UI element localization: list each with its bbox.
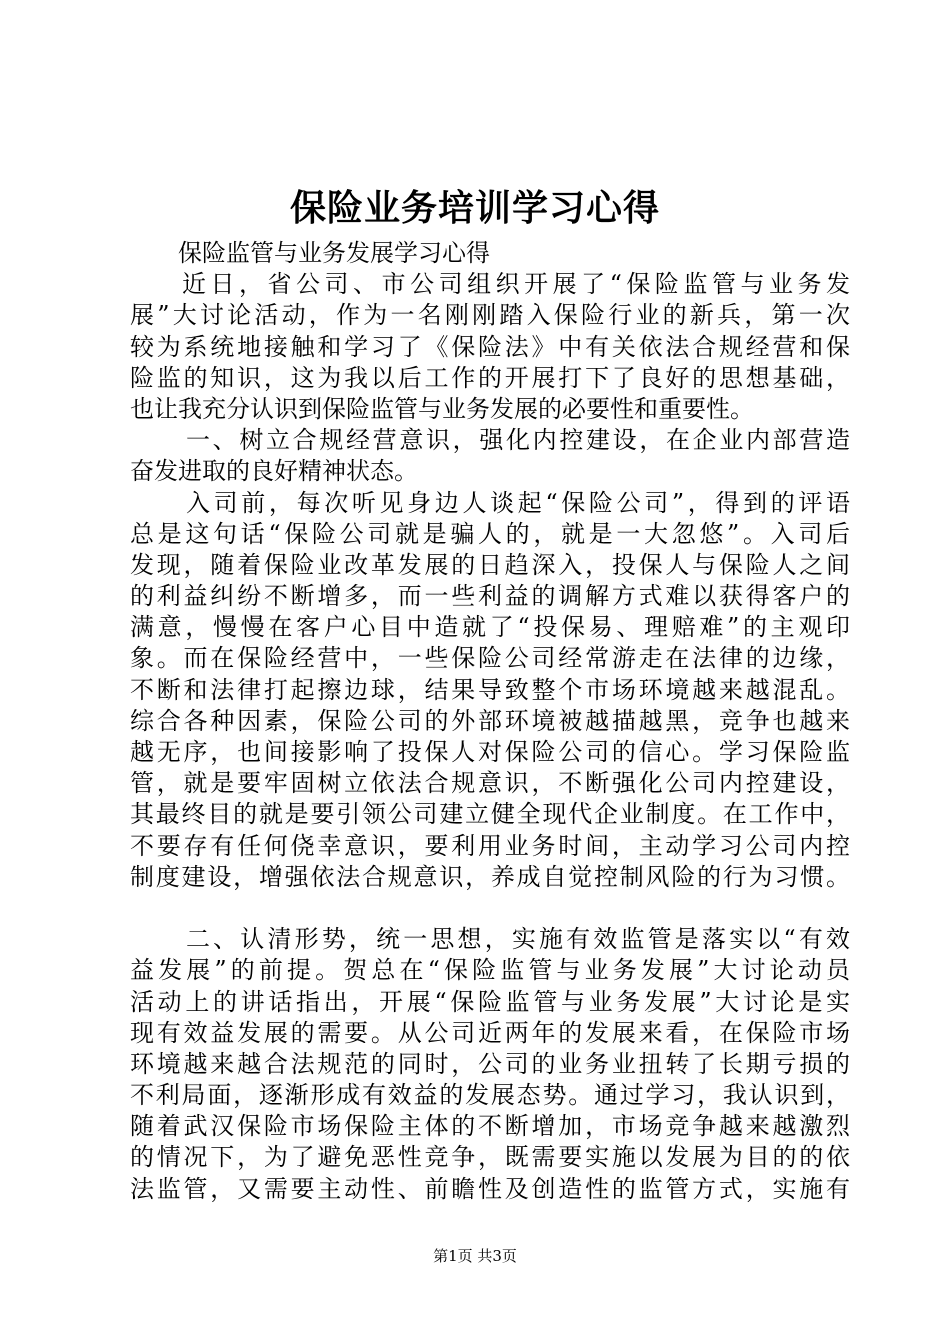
paragraph-line: 环境越来越合法规范的同时，公司的业务业扭转了长期亏损的 <box>130 1049 850 1078</box>
section-heading-line: 一、树立合规经营意识，强化内控建设，在企业内部营造 <box>186 426 850 455</box>
paragraph-spacer <box>130 893 850 924</box>
paragraph-line: 展”大讨论活动，作为一名刚刚踏入保险行业的新兵，第一次 <box>130 301 850 330</box>
paragraph-line: 险监的知识，这为我以后工作的开展打下了良好的思想基础， <box>130 363 850 392</box>
paragraph-line: 也让我充分认识到保险监管与业务发展的必要性和重要性。 <box>130 394 754 423</box>
paragraph-line: 较为系统地接触和学习了《保险法》中有关依法合规经营和保 <box>130 332 850 361</box>
paragraph-line: 现有效益发展的需要。从公司近两年的发展来看，在保险市场 <box>130 1018 850 1047</box>
paragraph-line: 二、认清形势，统一思想，实施有效监管是落实以“有效 <box>186 925 850 954</box>
paragraph-line: 近日，省公司、市公司组织开展了“保险监管与业务发 <box>182 270 850 299</box>
paragraph-line: 活动上的讲话指出，开展“保险监管与业务发展”大讨论是实 <box>130 987 850 1016</box>
paragraph-line: 法监管，又需要主动性、前瞻性及创造性的监管方式，实施有 <box>130 1174 850 1203</box>
subtitle: 保险监管与业务发展学习心得 <box>178 239 490 267</box>
paragraph-line: 的情况下，为了避免恶性竞争，既需要实施以发展为目的的依 <box>130 1143 850 1172</box>
paragraph-line: 制度建设，增强依法合规意识，养成自觉控制风险的行为习惯。 <box>130 862 850 891</box>
paragraph-line: 不要存有任何侥幸意识，要利用业务时间，主动学习公司内控 <box>130 831 850 860</box>
paragraph-line: 满意，慢慢在客户心目中造就了“投保易、理赔难”的主观印 <box>130 613 850 642</box>
paragraph-line: 综合各种因素，保险公司的外部环境被越描越黑，竞争也越来 <box>130 706 850 735</box>
paragraph-line: 越无序，也间接影响了投保人对保险公司的信心。学习保险监 <box>130 738 850 766</box>
paragraph-line: 管，就是要牢固树立依法合规意识，不断强化公司内控建设， <box>130 769 850 798</box>
section-heading-line: 奋发进取的良好精神状态。 <box>130 457 418 486</box>
paragraph-line: 象。而在保险经营中，一些保险公司经常游走在法律的边缘， <box>130 644 850 673</box>
paragraph-line: 随着武汉保险市场保险主体的不断增加，市场竞争越来越激烈 <box>130 1112 850 1141</box>
paragraph-line: 总是这句话“保险公司就是骗人的，就是一大忽悠”。入司后 <box>130 519 850 548</box>
paragraph-line: 不利局面，逐渐形成有效益的发展态势。通过学习，我认识到， <box>130 1081 850 1110</box>
page-title: 保险业务培训学习心得 <box>289 187 660 229</box>
page-footer: 第1页 共3页 <box>433 1247 517 1265</box>
document-body <box>130 238 850 1205</box>
paragraph-line: 益发展”的前提。贺总在“保险监管与业务发展”大讨论动员 <box>130 956 850 985</box>
paragraph-line: 入司前，每次听见身边人谈起“保险公司”，得到的评语 <box>186 488 850 517</box>
paragraph-line: 不断和法律打起擦边球，结果导致整个市场环境越来越混乱。 <box>130 675 850 704</box>
paragraph-line: 的利益纠纷不断增多，而一些利益的调解方式难以获得客户的 <box>130 582 850 611</box>
paragraph-line: 其最终目的就是要引领公司建立健全现代企业制度。在工作中， <box>130 800 850 829</box>
paragraph-line: 发现，随着保险业改革发展的日趋深入，投保人与保险人之间 <box>130 550 850 579</box>
